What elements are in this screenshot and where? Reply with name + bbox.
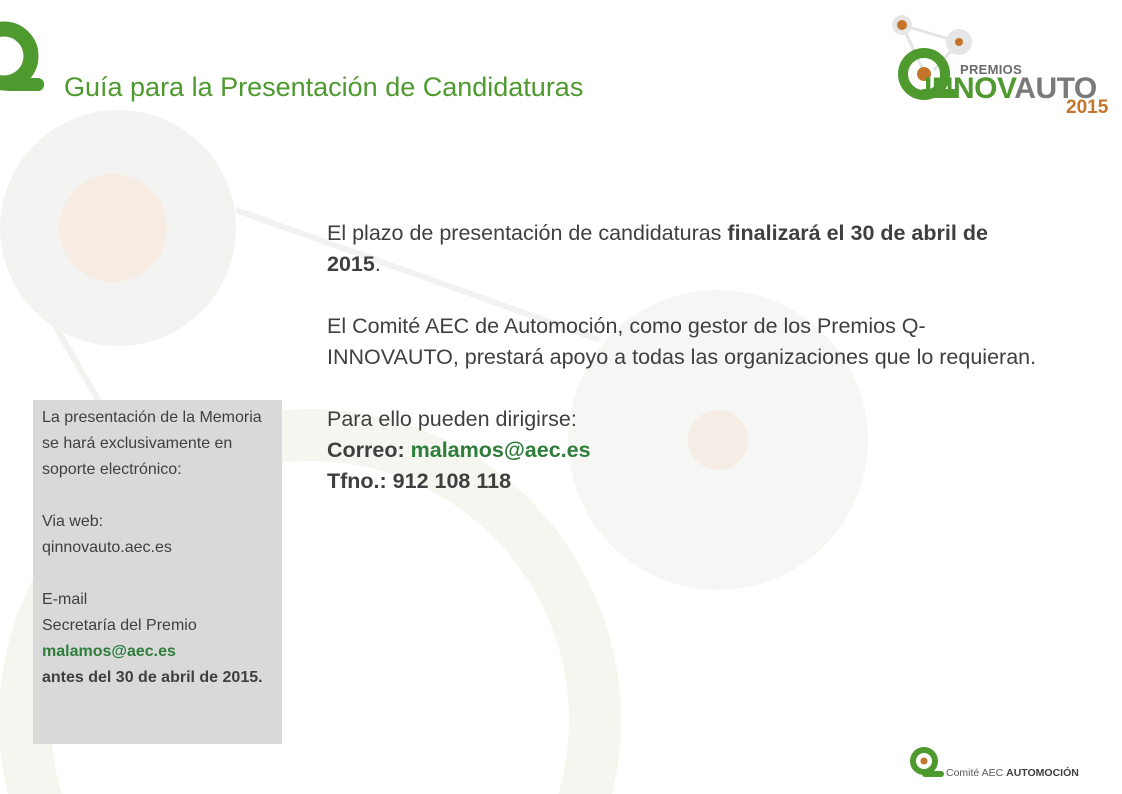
brand-year: 2015 [1066,97,1109,118]
footer-org-name [946,767,1079,779]
deadline-date: finalizará el 30 de abril de 2015 [327,221,988,276]
footer-org-bold: AUTOMOCIÓN [1006,767,1079,779]
submission-info-box [33,400,282,744]
contact-email-label: Correo: [327,438,411,462]
comite-aec-logo-icon [906,744,946,784]
contact-intro: Para ello pueden dirigirse: [327,407,577,431]
main-content [327,218,1047,497]
sidebar-deadline: antes del 30 de abril de 2015. [42,669,263,686]
sidebar-web-url[interactable]: qinnovauto.aec.es [42,539,172,556]
deadline-prefix: El plazo de presentación de candidaturas [327,221,728,245]
sidebar-email-link[interactable]: malamos@aec.es [42,643,176,660]
corner-q-logo-icon [0,18,48,98]
brand-premios-label: PREMIOS [960,62,1023,77]
contact-phone-label: Tfno.: [327,469,393,493]
contact-email-line [327,435,1047,466]
sidebar-email-label: E-mail [42,591,88,608]
contact-email-link[interactable]: malamos@aec.es [410,438,591,462]
contact-phone: 912 108 118 [392,469,512,493]
sidebar-web-label: Via web: [42,513,104,530]
deadline-paragraph [327,218,1047,280]
footer-org-prefix: Comité AEC [946,767,1007,779]
brand-name-auto: AUTO [1014,72,1097,105]
page-title: Guía para la Presentación de Candidaturas [64,72,584,103]
committee-paragraph: El Comité AEC de Automoción, como gestor de los Premios Q-INNOVAUTO, prestará apoyo a todas las organizaciones que lo requieran. [327,314,1037,369]
deadline-suffix: . [374,252,381,276]
sidebar-secretary: Secretaría del Premio [42,617,197,634]
contact-phone-line [327,466,1047,497]
brand-name-innov: INNOV [924,72,1015,105]
sidebar-intro: La presentación de la Memoria se hará exclusivamente en soporte electrónico: [42,409,262,478]
